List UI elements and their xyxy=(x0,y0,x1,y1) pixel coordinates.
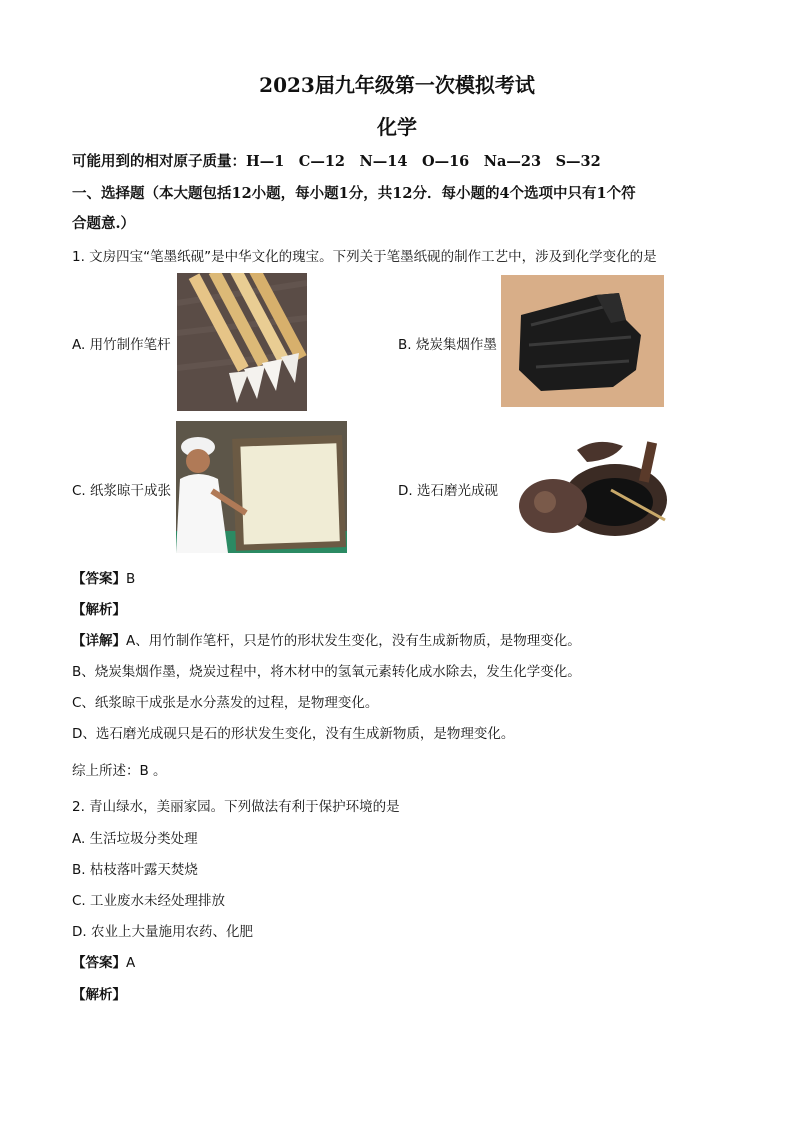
q1-answer-value: B xyxy=(126,571,136,587)
section-heading-line1: 一、选择题（本大题包括12小题，每小题1分，共12分．每小题的4个选项中只有1个符 xyxy=(72,185,636,202)
section-heading-line2: 合题意.） xyxy=(72,215,136,232)
brush-pens-image xyxy=(177,273,307,411)
q1-detail-line-b: B、烧炭集烟作墨，烧炭过程中，将木材中的氢氧元素转化成水除去，发生化学变化。 xyxy=(72,664,581,680)
q1-option-b: B. 烧炭集烟作墨 xyxy=(398,337,497,353)
q1-option-d: D. 选石磨光成砚 xyxy=(398,483,498,499)
q1-answer xyxy=(72,567,135,587)
q2-option-c: C. 工业废水未经处理排放 xyxy=(72,893,226,909)
charcoal-image xyxy=(501,275,664,407)
q1-analysis-tag: 【解析】 xyxy=(72,602,126,618)
q2-answer xyxy=(72,951,135,971)
q2-answer-tag: 【答案】 xyxy=(72,955,126,971)
q2-analysis-tag: 【解析】 xyxy=(72,987,126,1003)
papermaking-image xyxy=(176,421,347,553)
q1-detail-line-a xyxy=(72,629,581,649)
q1-summary: 综上所述：B 。 xyxy=(72,763,167,779)
q1-detail-tag: 【详解】 xyxy=(72,633,126,649)
q1-option-c: C. 纸浆晾干成张 xyxy=(72,483,172,499)
q1-detail-a-text: A、用竹制作笔杆，只是竹的形状发生变化，没有生成新物质，是物理变化。 xyxy=(126,633,581,649)
q1-detail-line-c: C、纸浆晾干成张是水分蒸发的过程，是物理变化。 xyxy=(72,695,379,711)
subject-title: 化学 xyxy=(377,115,417,139)
q1-stem: 1. 文房四宝“笔墨纸砚”是中华文化的瑰宝。下列关于笔墨纸砚的制作工艺中，涉及到化学变化的是 xyxy=(72,249,657,265)
q2-option-d: D. 农业上大量施用农药、化肥 xyxy=(72,924,253,940)
q1-answer-tag: 【答案】 xyxy=(72,571,126,587)
q1-detail-line-d: D、选石磨光成砚只是石的形状发生变化，没有生成新物质，是物理变化。 xyxy=(72,726,515,742)
inkstone-image xyxy=(515,428,670,546)
q2-stem: 2. 青山绿水，美丽家园。下列做法有利于保护环境的是 xyxy=(72,799,400,815)
exam-title: 2023届九年级第一次模拟考试 xyxy=(259,73,535,97)
atomic-masses: 可能用到的相对原子质量：H—1 C—12 N—14 O—16 Na—23 S—32 xyxy=(72,153,601,170)
q2-option-a: A. 生活垃圾分类处理 xyxy=(72,831,198,847)
q2-option-b: B. 枯枝落叶露天焚烧 xyxy=(72,862,198,878)
q1-option-a: A. 用竹制作笔杆 xyxy=(72,337,171,353)
q2-answer-value: A xyxy=(126,955,136,971)
